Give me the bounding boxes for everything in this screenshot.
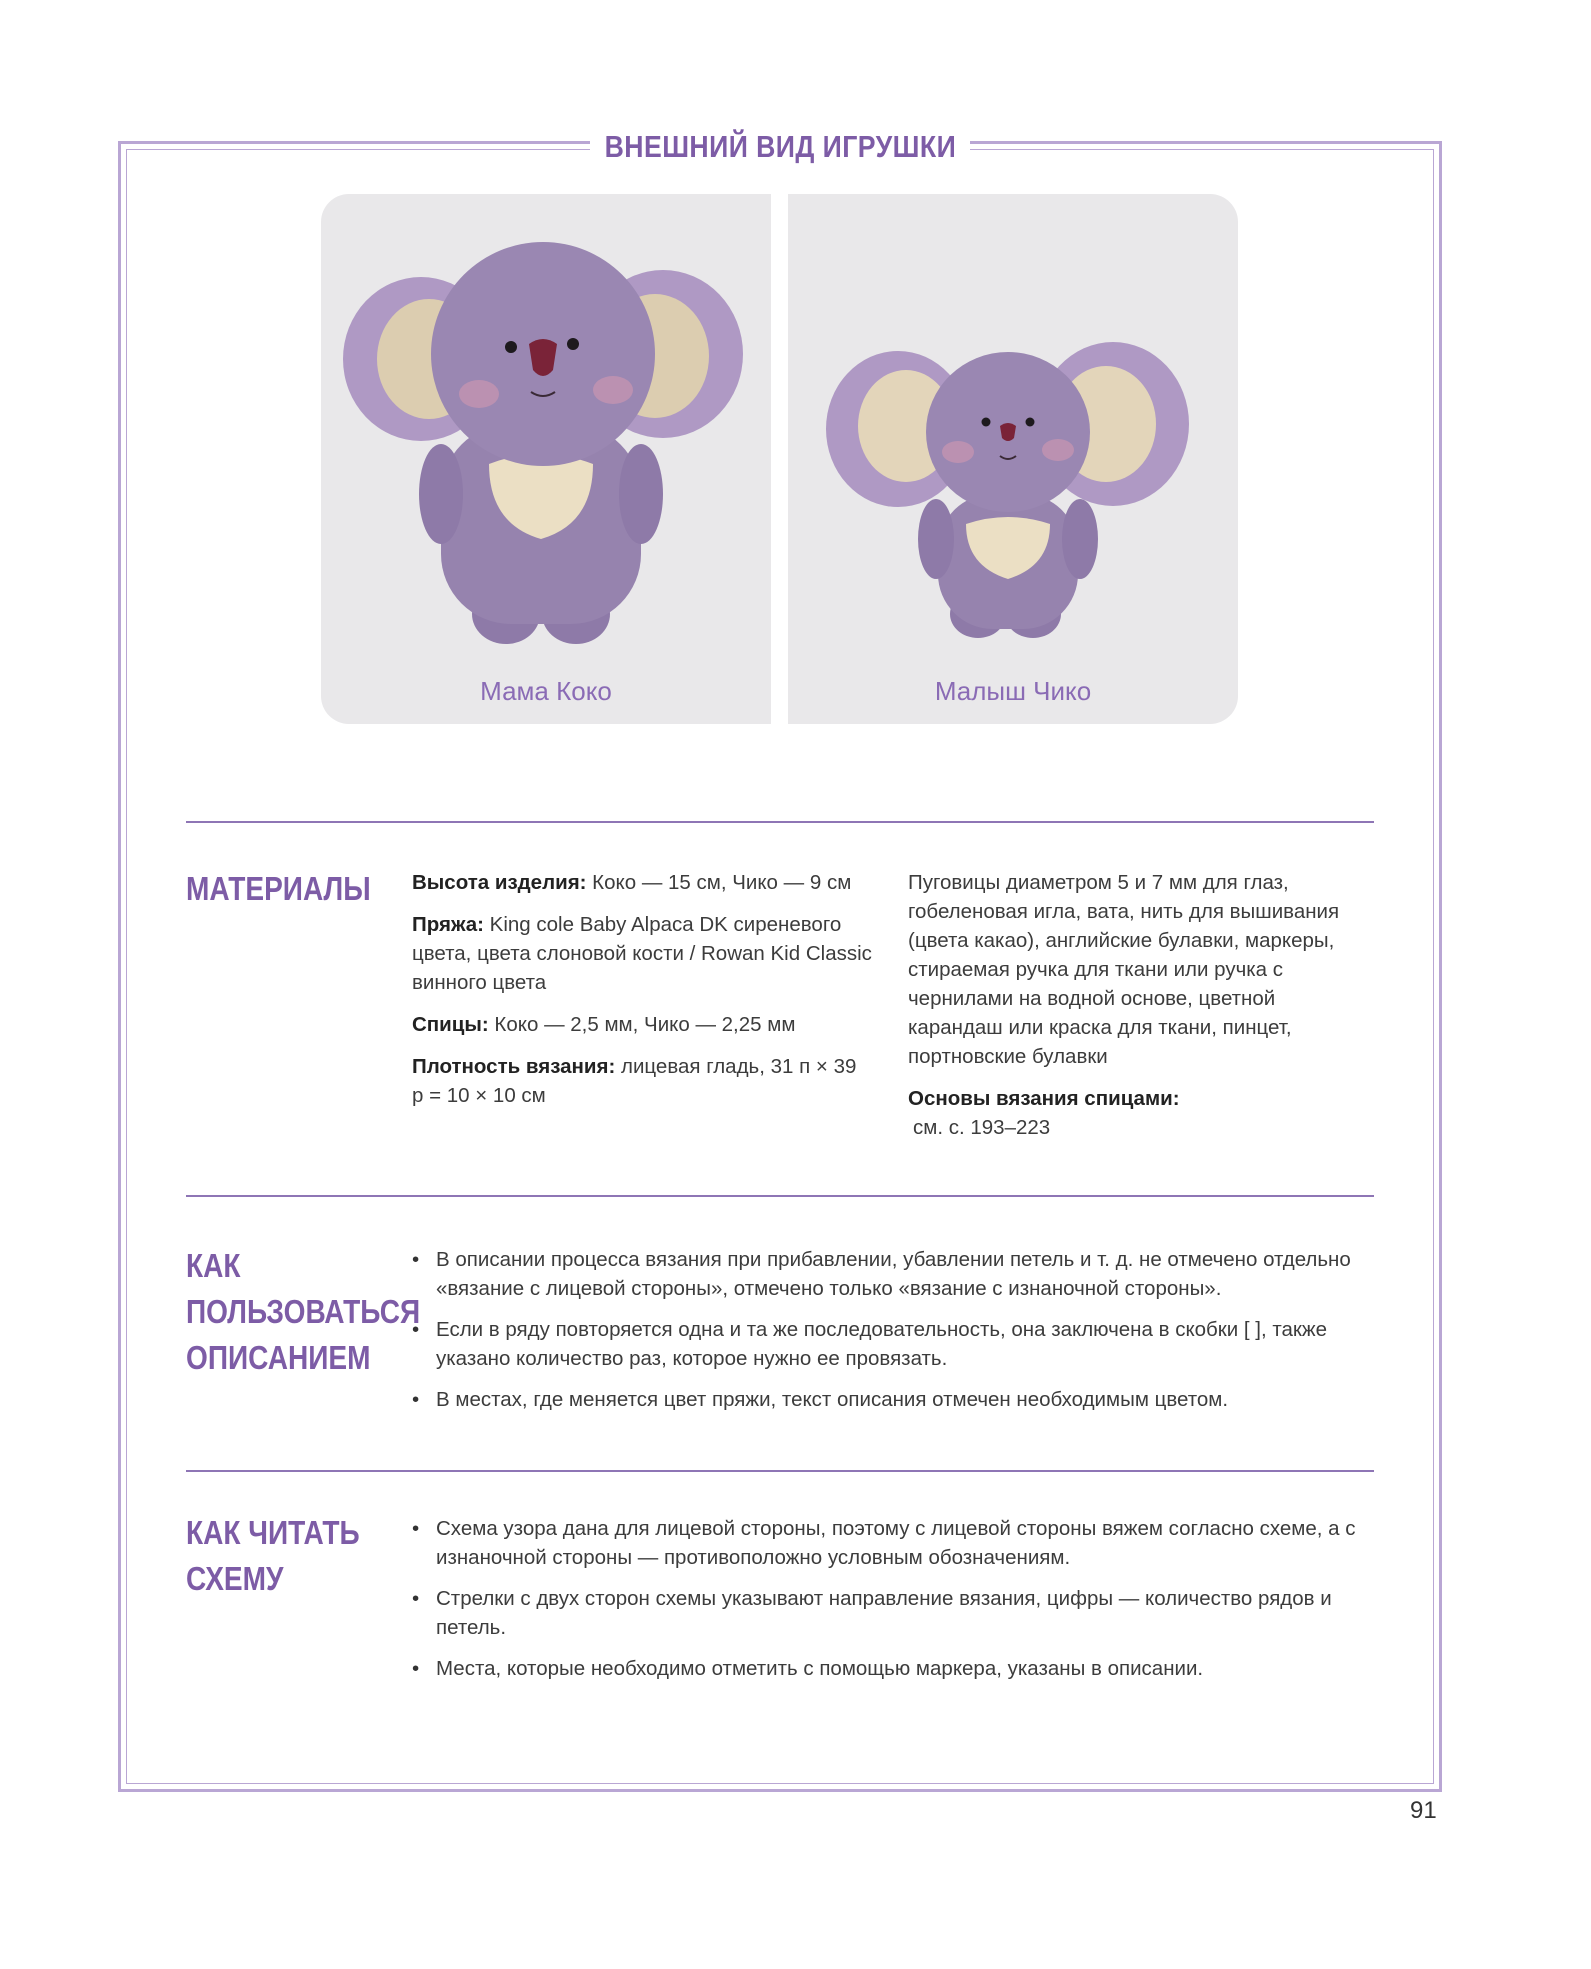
height-value: Коко — 15 см, Чико — 9 см	[586, 871, 852, 894]
gauge-label: Плотность вязания:	[412, 1055, 616, 1078]
usage-heading-line-2: ПОЛЬЗОВАТЬСЯ	[186, 1293, 421, 1330]
koala-large-illustration	[321, 194, 771, 724]
chart-item: • Места, которые необходимо отметить с помощью маркера, указаны в описании.	[412, 1654, 1372, 1683]
yarn-spec	[412, 910, 872, 997]
page-title: ВНЕШНИЙ ВИД ИГРУШКИ	[604, 129, 956, 164]
materials-left-column	[412, 868, 872, 1110]
needles-spec	[412, 1010, 872, 1039]
photo-caption-baby: Малыш Чико	[934, 676, 1092, 706]
yarn-value: King cole Baby Alpaca DK сиреневого цвета, цвета слоновой кости / Rowan Kid Classic винного цвета	[412, 913, 872, 994]
gauge-spec	[412, 1052, 872, 1110]
needles-label: Спицы:	[412, 1013, 489, 1036]
page-number: 91	[1410, 1797, 1437, 1824]
section-divider	[186, 1195, 1374, 1197]
koala-small-illustration	[788, 194, 1238, 724]
section-divider	[186, 821, 1374, 823]
usage-heading-line-1: КАК	[186, 1247, 241, 1284]
chart-heading-line-2: СХЕМУ	[186, 1560, 284, 1597]
photo-caption-mama: Мама Коко	[480, 676, 612, 706]
basics-value: см. с. 193–223	[913, 1116, 1051, 1139]
usage-item: • В описании процесса вязания при прибавлении, убавлении петель и т. д. не отмечено отдельно «вязание с лицевой стороны», отмечено только «вязание с изнаночной стороны».	[412, 1245, 1372, 1303]
photo-mama-koko	[321, 194, 771, 724]
usage-heading	[186, 1243, 420, 1381]
chart-list	[412, 1514, 1372, 1695]
chart-heading-line-1: КАК ЧИТАТЬ	[186, 1514, 360, 1551]
section-divider	[186, 1470, 1374, 1472]
photo-baby-chiko	[788, 194, 1238, 724]
gauge-value: лицевая гладь, 31 п × 39 р = 10 × 10 см	[412, 1055, 857, 1107]
usage-item: • В местах, где меняется цвет пряжи, текст описания отмечен необходимым цветом.	[412, 1385, 1372, 1414]
height-spec	[412, 868, 872, 897]
chart-item: • Схема узора дана для лицевой стороны, поэтому с лицевой стороны вяжем согласно схеме, а с изнаночной стороны — противоположно условным обозначениям.	[412, 1514, 1372, 1572]
needles-value: Коко — 2,5 мм, Чико — 2,25 мм	[488, 1013, 796, 1036]
basics-label: Основы вязания спицами:	[908, 1087, 1180, 1110]
chart-item: • Стрелки с двух сторон схемы указывают направление вязания, цифры — количество рядов и петель.	[412, 1584, 1372, 1642]
height-label: Высота изделия:	[412, 871, 587, 894]
yarn-label: Пряжа:	[412, 913, 484, 936]
extras-list: Пуговицы диаметром 5 и 7 мм для глаз, гобеленовая игла, вата, нить для вышивания (цвета какао), английские булавки, маркеры, стираемая ручка для ткани или ручка с чернилами на водной основе, цветной карандаш или краска для ткани, пинцет, портновские булавки	[908, 871, 1340, 1068]
page-title-container	[590, 122, 970, 172]
materials-right-column	[908, 868, 1368, 1142]
materials-heading: МАТЕРИАЛЫ	[186, 870, 371, 907]
usage-item: • Если в ряду повторяется одна и та же последовательность, она заключена в скобки [ ], также указано количество раз, которое нужно ее провязать.	[412, 1315, 1372, 1373]
chart-heading	[186, 1510, 360, 1602]
usage-heading-line-3: ОПИСАНИЕМ	[186, 1339, 371, 1376]
usage-list	[412, 1245, 1372, 1426]
